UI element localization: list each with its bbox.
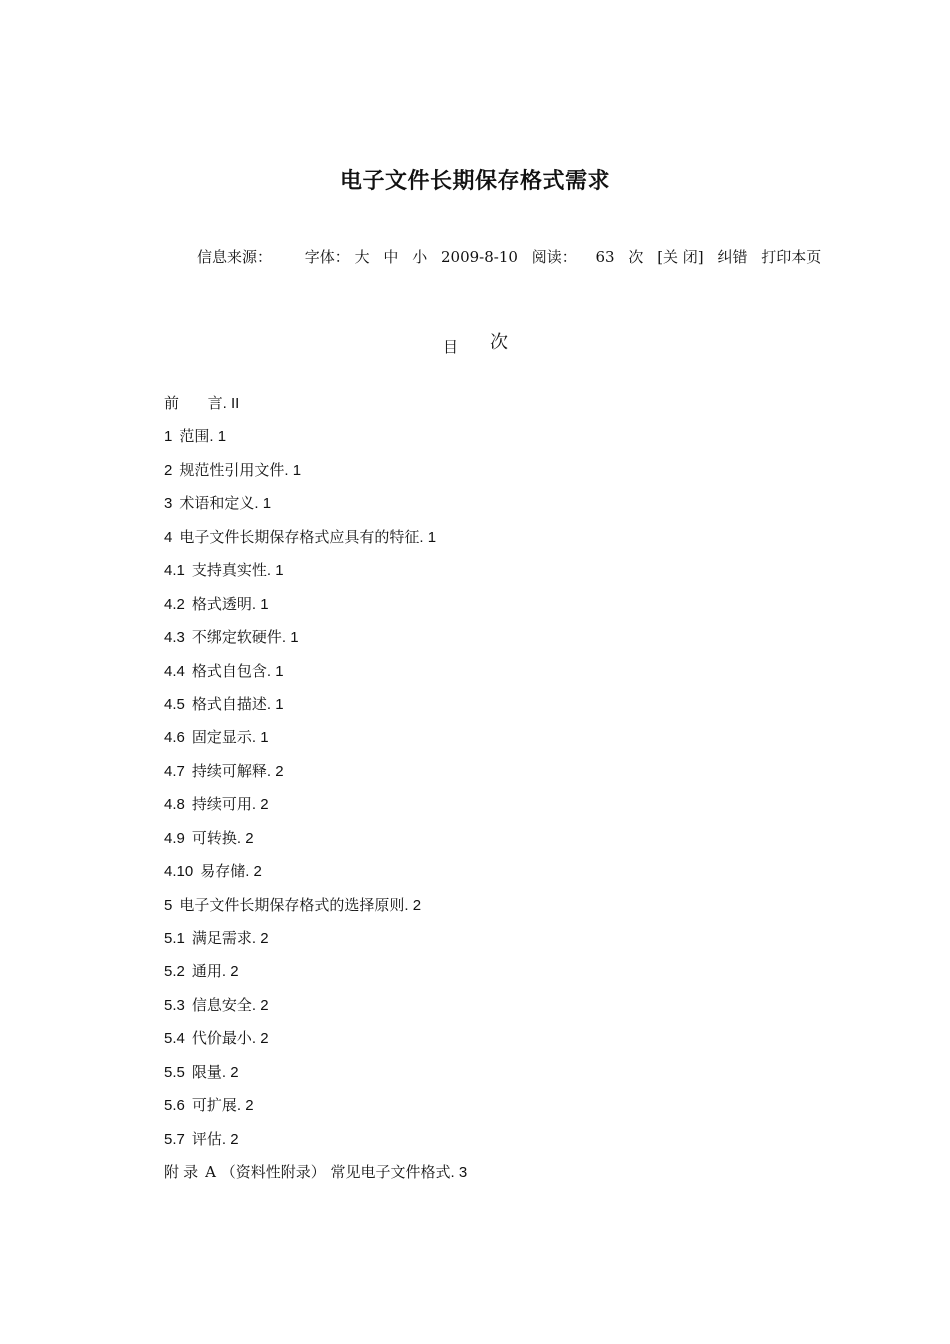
- font-size-medium-link[interactable]: 中: [383, 248, 399, 266]
- toc-entry-title: 固定显示: [191, 728, 252, 747]
- toc-entry-number: 5.1: [164, 930, 185, 947]
- toc-entry-title: A （资料性附录） 常见电子文件格式: [205, 1163, 451, 1182]
- toc-entry-title: 可转换: [191, 828, 237, 847]
- toc-entry-number: 5.4: [164, 1030, 185, 1048]
- toc-entry-page: . 1: [251, 595, 269, 613]
- toc-entry-title: 评估: [191, 1129, 222, 1148]
- toc-entry[interactable]: [164, 760, 467, 793]
- toc-entry-title: 持续可用: [191, 795, 252, 814]
- document-title: 电子文件长期保存格式需求: [339, 167, 610, 194]
- publish-date: 2009-8-10: [440, 248, 518, 266]
- toc-entry-title: 电子文件长期保存格式应具有的特征: [179, 527, 420, 546]
- toc-entry[interactable]: [164, 559, 467, 592]
- toc-entry-title: 术语和定义: [179, 494, 255, 513]
- toc-entry-page: . 1: [266, 562, 284, 580]
- toc-entry-page: . 1: [251, 729, 269, 747]
- toc-entry-number: 4.5: [164, 695, 185, 713]
- toc-entry-number: 4.8: [164, 796, 185, 814]
- toc-entry-number: 4.1: [164, 562, 185, 580]
- toc-entry-number: 5.2: [164, 963, 185, 981]
- toc-entry-page: . 2: [245, 863, 262, 881]
- toc-entry[interactable]: [164, 960, 467, 993]
- toc-entry[interactable]: [164, 726, 467, 759]
- toc-entry-page: . 2: [251, 930, 269, 947]
- toc-entry-number: 4.4: [164, 662, 185, 680]
- toc-entry[interactable]: [164, 927, 467, 960]
- toc-entry-title: 格式透明: [191, 594, 252, 613]
- toc-entry-page: . 1: [284, 461, 302, 479]
- font-size-large-link[interactable]: 大: [354, 248, 370, 266]
- toc-entry-title: 不绑定软硬件: [191, 628, 282, 647]
- toc-entry-page: . 2: [266, 762, 284, 780]
- toc-entry[interactable]: [164, 526, 467, 559]
- toc-entry-page: . 1: [281, 629, 299, 647]
- toc-entry[interactable]: [164, 593, 467, 626]
- toc-entry[interactable]: [164, 860, 467, 893]
- toc-entry-number: 4.3: [164, 629, 185, 647]
- toc-entry-title: 通用: [191, 962, 222, 981]
- toc-entry-page: . II: [222, 395, 240, 412]
- toc-entry[interactable]: [164, 660, 467, 693]
- toc-heading-char-2: 次: [490, 332, 509, 353]
- toc-entry-title: 代价最小: [191, 1029, 252, 1048]
- toc-entry-title: 满足需求: [191, 929, 252, 947]
- toc-entry-title: 规范性引用文件: [179, 460, 285, 479]
- toc-entry-page: . 2: [221, 1130, 239, 1148]
- toc-entry-number: 3: [164, 495, 173, 513]
- toc-entry[interactable]: [164, 1027, 467, 1060]
- toc-entry-page: . 2: [404, 896, 422, 914]
- toc-entry-title: 限量: [191, 1062, 222, 1081]
- toc-entry-title: 信息安全: [191, 995, 252, 1014]
- toc-entry-number: 附 录: [164, 1164, 199, 1182]
- toc-entry[interactable]: [164, 793, 467, 826]
- font-size-small-link[interactable]: 小: [412, 248, 428, 266]
- toc-entry-page: . 2: [221, 963, 239, 981]
- toc-entry[interactable]: [164, 392, 467, 425]
- toc-entry-number: 4.6: [164, 729, 185, 747]
- toc-entry-number: 5.7: [164, 1130, 185, 1148]
- toc-entry-title: 电子文件长期保存格式的选择原则: [179, 895, 405, 914]
- toc-heading-char-1: 目: [443, 338, 459, 356]
- toc-entry-number: 5.3: [164, 996, 185, 1014]
- toc-entry-number: 4.7: [164, 762, 185, 780]
- toc-entry[interactable]: [164, 459, 467, 492]
- toc-entry-number: 4.10: [164, 863, 194, 881]
- toc-entry-title: 支持真实性: [191, 561, 267, 580]
- toc-entry-number: 5.5: [164, 1063, 185, 1081]
- toc-entry-page: . 2: [251, 796, 269, 814]
- report-error-link[interactable]: 纠错: [717, 248, 748, 266]
- print-page-link[interactable]: 打印本页: [761, 248, 822, 266]
- toc-entry[interactable]: [164, 425, 467, 458]
- toc-entry[interactable]: [164, 626, 467, 659]
- toc-entry-number: 4.9: [164, 829, 185, 847]
- toc-entry[interactable]: [164, 827, 467, 860]
- toc-entry-number: 5.6: [164, 1097, 185, 1115]
- toc-entry-page: . 1: [209, 428, 227, 446]
- close-link[interactable]: [关 闭]: [657, 248, 704, 266]
- toc-entry-page: . 2: [221, 1063, 239, 1081]
- read-count-value: 63: [595, 248, 615, 266]
- toc-entry-title: 持续可解释: [191, 761, 267, 780]
- read-count-label: 阅读：: [531, 248, 577, 266]
- toc-entry-page: . 1: [419, 528, 437, 546]
- toc-entry-page: . 2: [236, 1097, 254, 1115]
- toc-entry-page: . 1: [254, 495, 272, 513]
- font-size-label: 字体：: [304, 248, 350, 266]
- toc-entry-title: 格式自描述: [191, 694, 267, 713]
- toc-entry-page: . 2: [251, 996, 269, 1014]
- toc-entry[interactable]: [164, 1161, 467, 1194]
- toc-entry-title: 易存储: [200, 862, 246, 881]
- toc-entry-page: . 3: [450, 1164, 468, 1182]
- toc-entry-title: 范围: [179, 427, 210, 446]
- toc-entry[interactable]: [164, 894, 467, 927]
- toc-entry-page: . 2: [251, 1030, 269, 1048]
- toc-entry-title: 格式自包含: [191, 661, 267, 680]
- article-meta-bar: [197, 246, 821, 268]
- toc-entry-page: . 1: [266, 695, 284, 713]
- toc-entry-number: 2: [164, 461, 173, 479]
- toc-entry[interactable]: [164, 492, 467, 525]
- toc-entry[interactable]: [164, 1094, 467, 1127]
- toc-heading: [443, 331, 508, 355]
- toc-entry[interactable]: [164, 994, 467, 1027]
- read-count-unit: 次: [628, 248, 644, 266]
- toc-entry-number: 4.2: [164, 595, 185, 613]
- toc-entry-number: 4: [164, 528, 173, 546]
- source-label: 信息来源：: [197, 248, 273, 266]
- toc-entry-title: 可扩展: [191, 1096, 237, 1115]
- toc-entry-number: 5: [164, 896, 173, 914]
- toc-entry-title: 前 言: [164, 394, 223, 412]
- toc-entry-number: 1: [164, 428, 173, 446]
- toc-entry-page: . 2: [236, 829, 254, 847]
- toc-entry[interactable]: [164, 1128, 467, 1161]
- table-of-contents: [164, 392, 467, 1195]
- toc-entry[interactable]: [164, 693, 467, 726]
- toc-entry[interactable]: [164, 1061, 467, 1094]
- toc-entry-page: . 1: [266, 662, 284, 680]
